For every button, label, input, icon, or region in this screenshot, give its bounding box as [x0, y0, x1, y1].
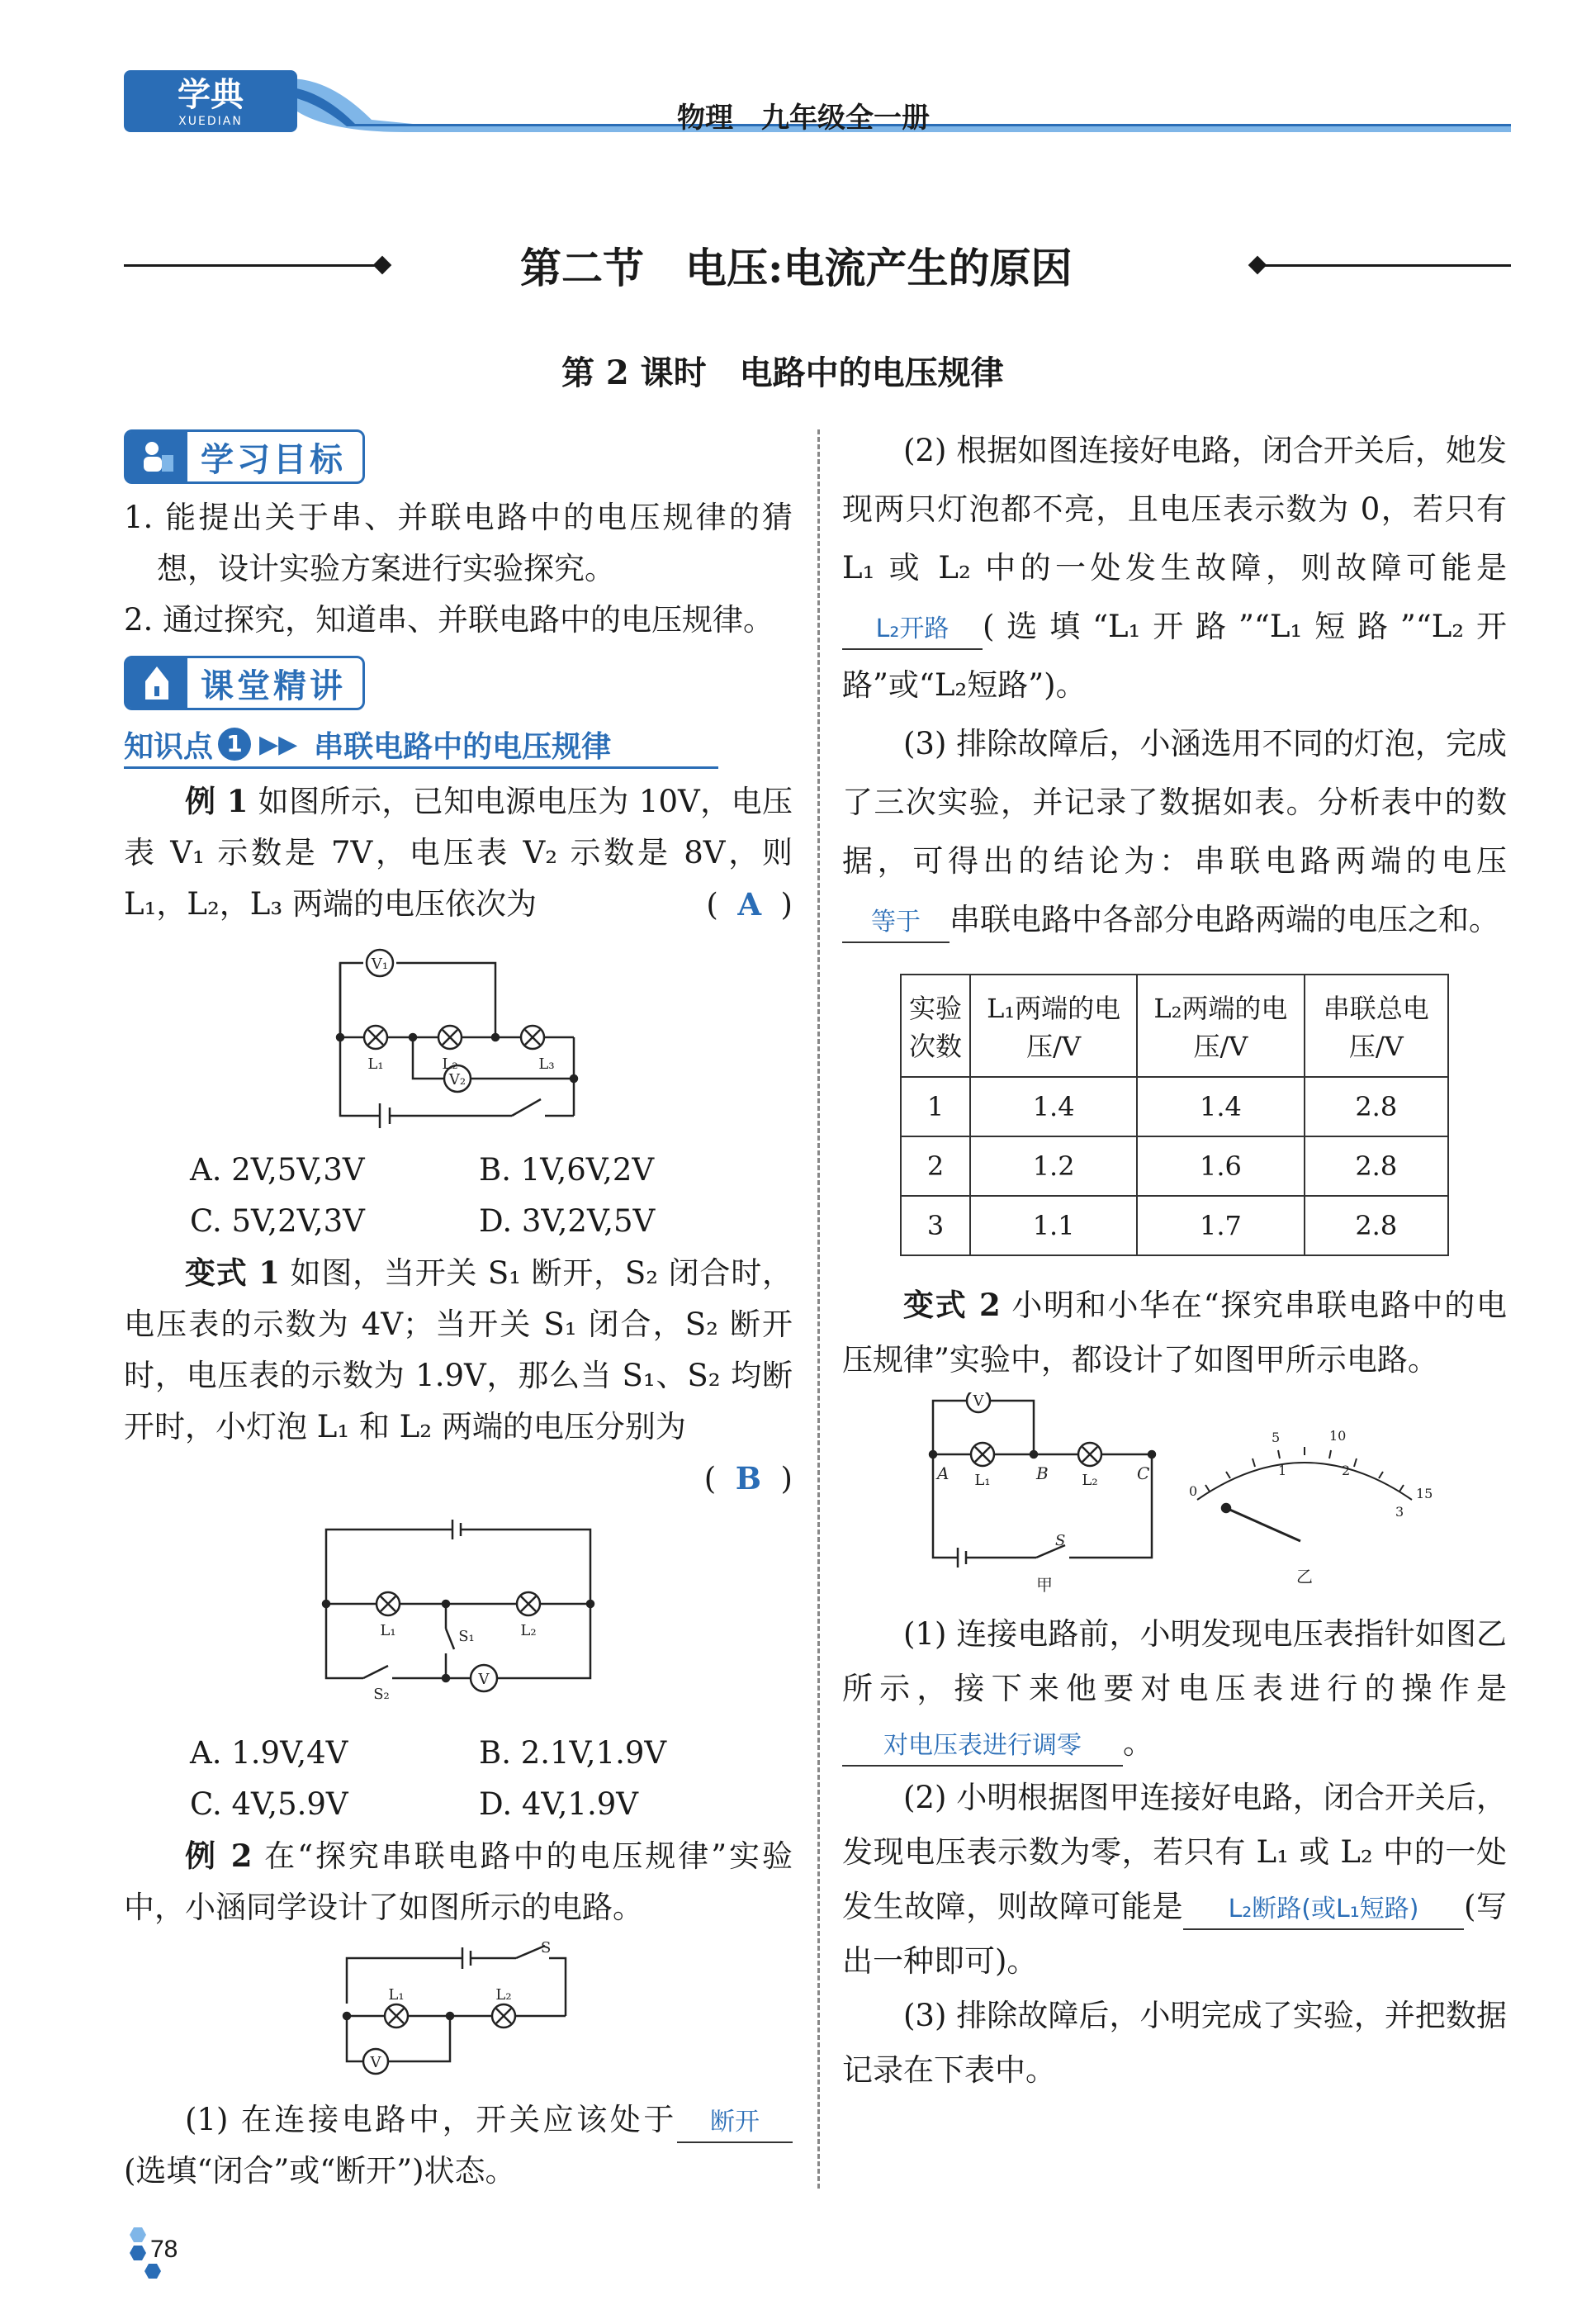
q2-text — [842, 421, 1507, 714]
q3-pre: (3) 排除故障后，小涵选用不同的灯泡，完成了三次实验，并记录了数据如表。分析表中的数据，可得出的结论为：串联电路两端的电压 — [842, 726, 1507, 879]
scale-top-10: 10 — [1329, 1428, 1347, 1444]
ex1-text — [124, 775, 793, 930]
kp-title: 串联电路中的电压规律 — [314, 729, 612, 764]
var1-answer-row: ( B ) — [703, 1460, 793, 1496]
var2-fig-a: A — [937, 1463, 950, 1483]
left-column — [124, 429, 793, 2197]
var2-fig-l2: L₂ — [1082, 1472, 1098, 1489]
scale-bottom-3: 3 — [1395, 1504, 1404, 1520]
q2-pre: (2) 根据如图连接好电路，闭合开关后，她发现两只灯泡都不亮，且电压表示数为 0，若只有 L₁ 或 L₂ 中的一处发生故障，则故障可能是 — [842, 433, 1507, 586]
table-cell: 1.6 — [1137, 1136, 1304, 1196]
goals-badge — [124, 429, 365, 484]
ex1-fig-v2: V₂ — [448, 1071, 466, 1088]
var2-text — [842, 1278, 1507, 1387]
ex2-circuit-figure — [124, 1937, 793, 2086]
ex1-options — [124, 1145, 793, 1247]
table-cell: 2.8 — [1305, 1136, 1448, 1196]
var1-fig-v: V — [478, 1671, 490, 1688]
goal-1: 1. 能提出关于串、并联电路中的电压规律的猜想，设计实验方案进行实验探究。 — [124, 500, 793, 586]
table-cell: 1.4 — [970, 1077, 1137, 1136]
var2-fig-s: S — [1055, 1532, 1066, 1549]
table-header: L₁两端的电压/V — [970, 975, 1137, 1077]
var1-fig-s1: S₁ — [458, 1628, 475, 1645]
var1-text — [124, 1247, 793, 1453]
ex2-text — [124, 1830, 793, 1933]
pencil-icon — [140, 665, 173, 701]
var1-body: 如图，当开关 S₁ 断开，S₂ 闭合时，电压表的示数为 4V；当开关 S₁ 闭合，S₂ 断开时，电压表的示数为 1.9V，那么当 S₁、S₂ 均断开时，小灯泡 L₁ 和 L₂ 两端的电压分别为 — [124, 1255, 793, 1444]
var1-option-c: C. 4V,5.9V — [190, 1786, 348, 1822]
student-icon — [139, 439, 175, 475]
var1-option-b: B. 2.1V,1.9V — [479, 1735, 667, 1771]
var1-fig-l2: L₂ — [520, 1622, 537, 1639]
ex1-answer-bracket: ( A ) — [706, 886, 793, 922]
table-cell: 1 — [901, 1077, 970, 1136]
table-header: L₂两端的电压/V — [1137, 975, 1304, 1077]
ex1-answer: A — [737, 886, 762, 922]
ex1-option-b: B. 1V,6V,2V — [479, 1152, 655, 1188]
var1-label: 变式 1 — [185, 1254, 280, 1291]
var2-fig-v: V — [973, 1392, 984, 1410]
table-row — [901, 1077, 1448, 1136]
table-cell: 1.4 — [1137, 1077, 1304, 1136]
q3-text — [842, 714, 1507, 949]
right-column — [842, 421, 1507, 2098]
var2-q2 — [842, 1771, 1507, 1989]
table-row — [901, 1196, 1448, 1255]
ex1-option-d: D. 3V,2V,5V — [479, 1203, 656, 1239]
logo-cn: 学典 — [178, 75, 244, 114]
scale-bottom-2: 2 — [1342, 1463, 1351, 1478]
table-cell: 1.1 — [970, 1196, 1137, 1255]
goal-2: 2. 通过探究，知道串、并联电路中的电压规律。 — [124, 602, 774, 638]
var2-body: 小明和小华在“探究串联电路中的电压规律”实验中，都设计了如图甲所示电路。 — [842, 1288, 1507, 1378]
ex2-q1-post: (选填“闭合”或“断开”)状态。 — [124, 2153, 516, 2189]
table-header: 串联总电压/V — [1305, 975, 1448, 1077]
ex2-fig-s: S — [541, 1939, 552, 1956]
ex1-option-a: A. 2V,5V,3V — [190, 1152, 365, 1188]
ex2-fig-v: V — [370, 2054, 381, 2071]
header-logo — [140, 75, 281, 128]
scale-bottom-0: 0 — [1189, 1483, 1198, 1499]
var2-q2-post: (写出一种即可)。 — [842, 1889, 1507, 1979]
var2-fig-c: C — [1137, 1463, 1150, 1483]
class-badge — [124, 656, 365, 710]
double-arrow-icon: ▶▶ — [259, 729, 298, 759]
header — [124, 70, 1511, 153]
ex2-q1-pre: (1) 在连接电路中，开关应该处于 — [185, 2102, 677, 2137]
voltage-table — [900, 974, 1449, 1256]
ex2-q1 — [124, 2094, 793, 2197]
ex1-fig-v1: V₁ — [371, 956, 389, 973]
lesson-title: 第 2 课时 电路中的电压规律 — [561, 353, 1004, 392]
q2-post: (选填“L₁开路”“L₁短路”“L₂开路”或“L₂短路”)。 — [842, 609, 1507, 703]
q2-answer: L₂开路 — [842, 610, 983, 650]
var2-fig-jia: 甲 — [1036, 1575, 1053, 1595]
var1-option-d: D. 4V,1.9V — [479, 1786, 638, 1822]
ex1-label: 例 1 — [185, 783, 249, 819]
scale-bottom-15: 15 — [1416, 1486, 1433, 1501]
section-title: 第二节 电压:电流产生的原因 — [520, 244, 1073, 292]
var1-options — [124, 1728, 793, 1830]
ex1-body: 如图所示，已知电源电压为 10V，电压表 V₁ 示数是 7V，电压表 V₂ 示数是 8V，则 L₁，L₂，L₃ 两端的电压依次为 — [124, 784, 793, 922]
var1-answer: B — [735, 1460, 762, 1496]
table-cell: 2.8 — [1305, 1077, 1448, 1136]
var2-fig-yi: 乙 — [1296, 1567, 1313, 1586]
var2-q1-answer: 对电压表进行调零 — [842, 1727, 1123, 1767]
section-title-row — [124, 231, 1511, 297]
voltmeter-scale — [1197, 1447, 1412, 1541]
ex1-fig-l2: L₂ — [442, 1055, 458, 1073]
table-header: 实验次数 — [901, 975, 970, 1077]
table-header-row — [901, 975, 1448, 1077]
scale-top-5: 5 — [1272, 1430, 1281, 1445]
var2-q2-answer: L₂断路(或L₁短路) — [1183, 1890, 1464, 1930]
table-cell: 2 — [901, 1136, 970, 1196]
kp-label: 知识点 — [124, 729, 214, 764]
scale-bottom-1: 1 — [1278, 1463, 1287, 1478]
var2-fig-b: B — [1036, 1463, 1049, 1483]
var2-figures — [842, 1392, 1507, 1599]
var1-circuit-figure — [124, 1513, 793, 1719]
table-row — [901, 1136, 1448, 1196]
var1-option-a: A. 1.9V,4V — [190, 1735, 348, 1771]
knowledge-point — [124, 722, 718, 769]
page-number: 78 — [150, 2236, 178, 2263]
goals-badge-label: 学习目标 — [201, 440, 346, 479]
var2-fig-l1: L₁ — [974, 1472, 991, 1489]
table-cell: 1.2 — [970, 1136, 1137, 1196]
var1-fig-s2: S₂ — [373, 1686, 390, 1703]
q3-answer: 等于 — [842, 904, 950, 943]
kp-number: 1 — [218, 728, 251, 761]
header-subject: 物理 九年级全一册 — [677, 102, 930, 135]
ex2-fig-l1: L₁ — [388, 1986, 405, 2004]
ex2-body: 在“探究串联电路中的电压规律”实验中，小涵同学设计了如图所示的电路。 — [124, 1838, 793, 1925]
ex1-option-c: C. 5V,2V,3V — [190, 1203, 365, 1239]
q3-post: 串联电路中各部分电路两端的电压之和。 — [950, 902, 1499, 937]
var2-q1-pre: (1) 连接电路前，小明发现电压表指针如图乙所示，接下来他要对电压表进行的操作是 — [842, 1616, 1507, 1706]
class-badge-label: 课堂精讲 — [201, 666, 346, 705]
var2-q1-post: 。 — [1123, 1725, 1153, 1761]
table-cell: 1.7 — [1137, 1196, 1304, 1255]
var1-fig-l1: L₁ — [380, 1622, 396, 1639]
ex1-circuit-figure — [124, 938, 793, 1128]
var2-q1 — [842, 1607, 1507, 1771]
var2-q3: (3) 排除故障后，小明完成了实验，并把数据记录在下表中。 — [842, 1998, 1507, 2088]
ex1-fig-l3: L₃ — [538, 1055, 555, 1073]
var2-label: 变式 2 — [903, 1287, 1001, 1323]
ex2-q1-answer: 断开 — [677, 2103, 793, 2143]
table-cell: 2.8 — [1305, 1196, 1448, 1255]
table-cell: 3 — [901, 1196, 970, 1255]
var2-q2-pre: (2) 小明根据图甲连接好电路，闭合开关后，发现电压表示数为零，若只有 L₁ 或 L₂ 中的一处发生故障，则故障可能是 — [842, 1780, 1507, 1924]
logo-en: XUEDIAN — [178, 115, 243, 128]
ex2-label: 例 2 — [185, 1838, 253, 1874]
ex1-fig-l1: L₁ — [367, 1055, 384, 1073]
ex2-fig-l2: L₂ — [495, 1986, 512, 2004]
column-divider — [817, 429, 820, 2189]
